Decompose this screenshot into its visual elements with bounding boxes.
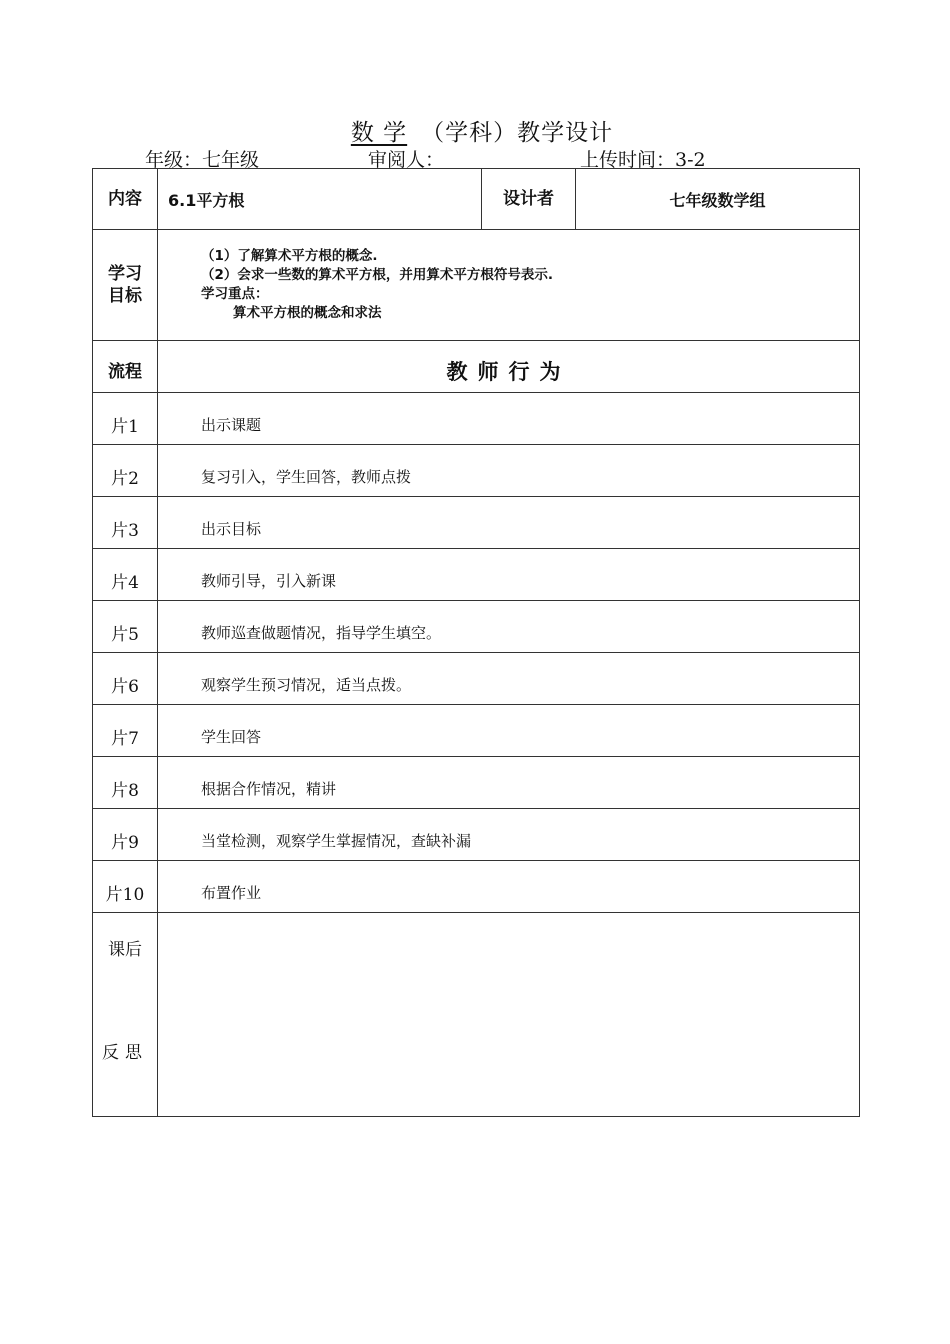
step-row [93, 653, 860, 705]
key-point-heading: 学习重点： [201, 286, 269, 302]
step-text: 布置作业 [158, 861, 860, 913]
goals-label-line-1: 学习 [108, 264, 142, 284]
designer-value: 七年级数学组 [576, 169, 860, 230]
step-row [93, 393, 860, 445]
content-row [93, 169, 860, 230]
step-label: 片3 [93, 497, 158, 549]
reflection-label-line-2: 反思 [102, 1043, 148, 1063]
step-text: 出示课题 [158, 393, 860, 445]
step-text: 出示目标 [158, 497, 860, 549]
key-point-text: 算术平方根的概念和求法 [233, 305, 382, 321]
step-row [93, 601, 860, 653]
step-label: 片4 [93, 549, 158, 601]
content-label: 内容 [93, 169, 158, 230]
goal-item: （2）会求一些数的算术平方根，并用算术平方根符号表示. [201, 267, 554, 283]
step-label: 片5 [93, 601, 158, 653]
step-label: 片1 [93, 393, 158, 445]
step-label: 片9 [93, 809, 158, 861]
flow-label: 流程 [93, 341, 158, 393]
goal-item: （1）了解算术平方根的概念. [201, 248, 378, 264]
step-row [93, 861, 860, 913]
reviewer-field: 审阅人： [368, 149, 445, 171]
teacher-behavior-header: 教师行为 [158, 341, 860, 393]
step-text: 教师巡查做题情况，指导学生填空。 [158, 601, 860, 653]
step-text: 教师引导，引入新课 [158, 549, 860, 601]
flow-header-row [93, 341, 860, 393]
step-row [93, 757, 860, 809]
grade-field: 年级：七年级 [145, 149, 260, 171]
step-text: 学生回答 [158, 705, 860, 757]
goals-row [93, 230, 860, 341]
step-label: 片10 [93, 861, 158, 913]
reflection-label-line-1: 课后 [108, 940, 142, 960]
step-text: 复习引入，学生回答，教师点拨 [158, 445, 860, 497]
step-row [93, 705, 860, 757]
document-title [0, 114, 950, 147]
step-text: 当堂检测，观察学生掌握情况，查缺补漏 [158, 809, 860, 861]
step-row [93, 549, 860, 601]
step-label: 片2 [93, 445, 158, 497]
step-row [93, 809, 860, 861]
upload-time-field: 上传时间：3-2 [580, 149, 706, 171]
step-label: 片8 [93, 757, 158, 809]
goals-label [93, 230, 158, 341]
step-text: 观察学生预习情况，适当点拨。 [158, 653, 860, 705]
subject-name: 数 学 [350, 120, 408, 146]
designer-label: 设计者 [482, 169, 576, 230]
lesson-plan-table [92, 168, 860, 1117]
goals-label-line-2: 目标 [108, 286, 142, 306]
step-row [93, 497, 860, 549]
step-text: 根据合作情况，精讲 [158, 757, 860, 809]
title-suffix: （学科）教学设计 [421, 120, 614, 146]
goals-content [158, 230, 860, 341]
step-row [93, 445, 860, 497]
reflection-label [93, 913, 158, 1117]
reflection-row [93, 913, 860, 1117]
reflection-content [158, 913, 860, 1117]
step-label: 片6 [93, 653, 158, 705]
content-value: 6.1平方根 [158, 169, 482, 230]
step-label: 片7 [93, 705, 158, 757]
